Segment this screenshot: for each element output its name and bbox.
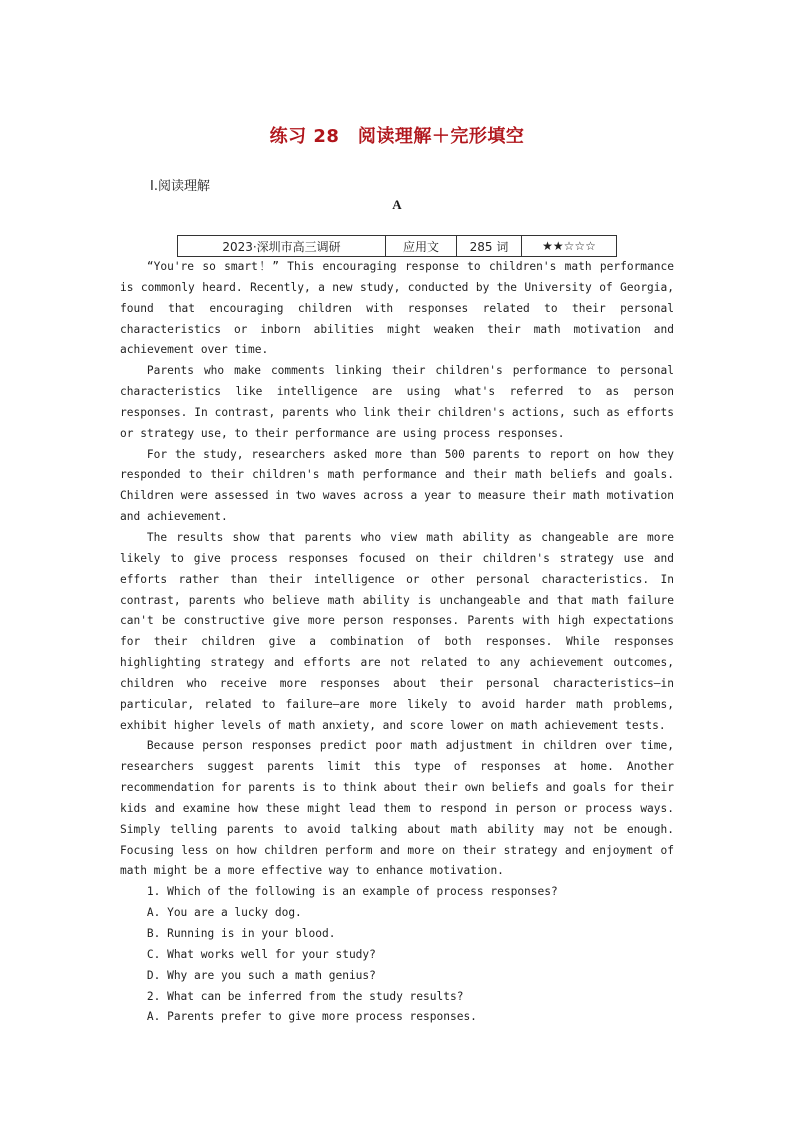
passage-info-table xyxy=(177,235,617,257)
info-difficulty: ★★☆☆☆ xyxy=(522,236,617,257)
question-1-option-d: D. Why are you such a math genius? xyxy=(146,968,376,982)
question-1-option-a: A. You are a lucky dog. xyxy=(146,906,302,920)
info-word-count: 285 词 xyxy=(457,236,522,257)
paragraph-3: For the study, researchers asked more than 500 parents to report on how they responded to their children's math performance and their math beliefs and goals. Children were assessed in two waves across a year to measure their math motivation and achievement. xyxy=(120,447,674,524)
question-2-stem: 2. What can be inferred from the study results? xyxy=(146,989,464,1003)
page-title: 练习 28 阅读理解＋完形填空 xyxy=(269,126,525,147)
question-1-option-c: C. What works well for your study? xyxy=(146,947,376,961)
info-genre: 应用文 xyxy=(386,236,457,257)
section-label: Ⅰ.阅读理解 xyxy=(150,179,210,194)
question-2-option-a: A. Parents prefer to give more process responses. xyxy=(146,1010,477,1024)
info-row xyxy=(178,236,617,257)
paragraph-2: Parents who make comments linking their children's performance to personal characteristics like intelligence are using what's referred to as person responses. In contrast, parents who link their children's actions, such as efforts or strategy use, to their performance are using process responses. xyxy=(120,364,674,440)
passage-body xyxy=(120,257,674,1028)
info-source: 2023·深圳市高三调研 xyxy=(178,236,386,257)
question-1-stem: 1. Which of the following is an example of process responses? xyxy=(146,885,558,899)
paragraph-1: “You're so smart！” This encouraging response to children's math performance is commonly heard. Recently, a new study, conducted by the University of Georgia, found that encouraging children with responses related to their personal characteristics or inborn abilities might weaken their math motivation and achievement over time. xyxy=(120,260,674,357)
question-1-option-b: B. Running is in your blood. xyxy=(146,927,336,940)
paragraph-4: The results show that parents who view math ability as changeable are more likely to give process responses focused on their children's strategy use and efforts rather than their intelligence or other personal characteristics. In contrast, parents who believe math ability is unchangeable and that math failure can't be constructive give more person responses. Parents with high expectations for their children give a combination of both responses. While responses highlighting strategy and efforts are not related to any achievement outcomes, children who receive more responses about their personal characteristics—in particular, related to failure—are more likely to avoid harder math problems, exhibit higher levels of math anxiety, and score lower on math achievement tests. xyxy=(120,530,674,732)
passage-letter: A xyxy=(392,197,402,212)
paragraph-5: Because person responses predict poor math adjustment in children over time, researchers suggest parents limit this type of responses at home. Another recommendation for parents is to think about their own beliefs and goals for their kids and examine how these might lead them to respond in person or process ways. Simply telling parents to avoid talking about math ability may not be enough. Focusing less on how children perform and more on their strategy and enjoyment of math might be a more effective way to enhance motivation. xyxy=(120,739,674,878)
